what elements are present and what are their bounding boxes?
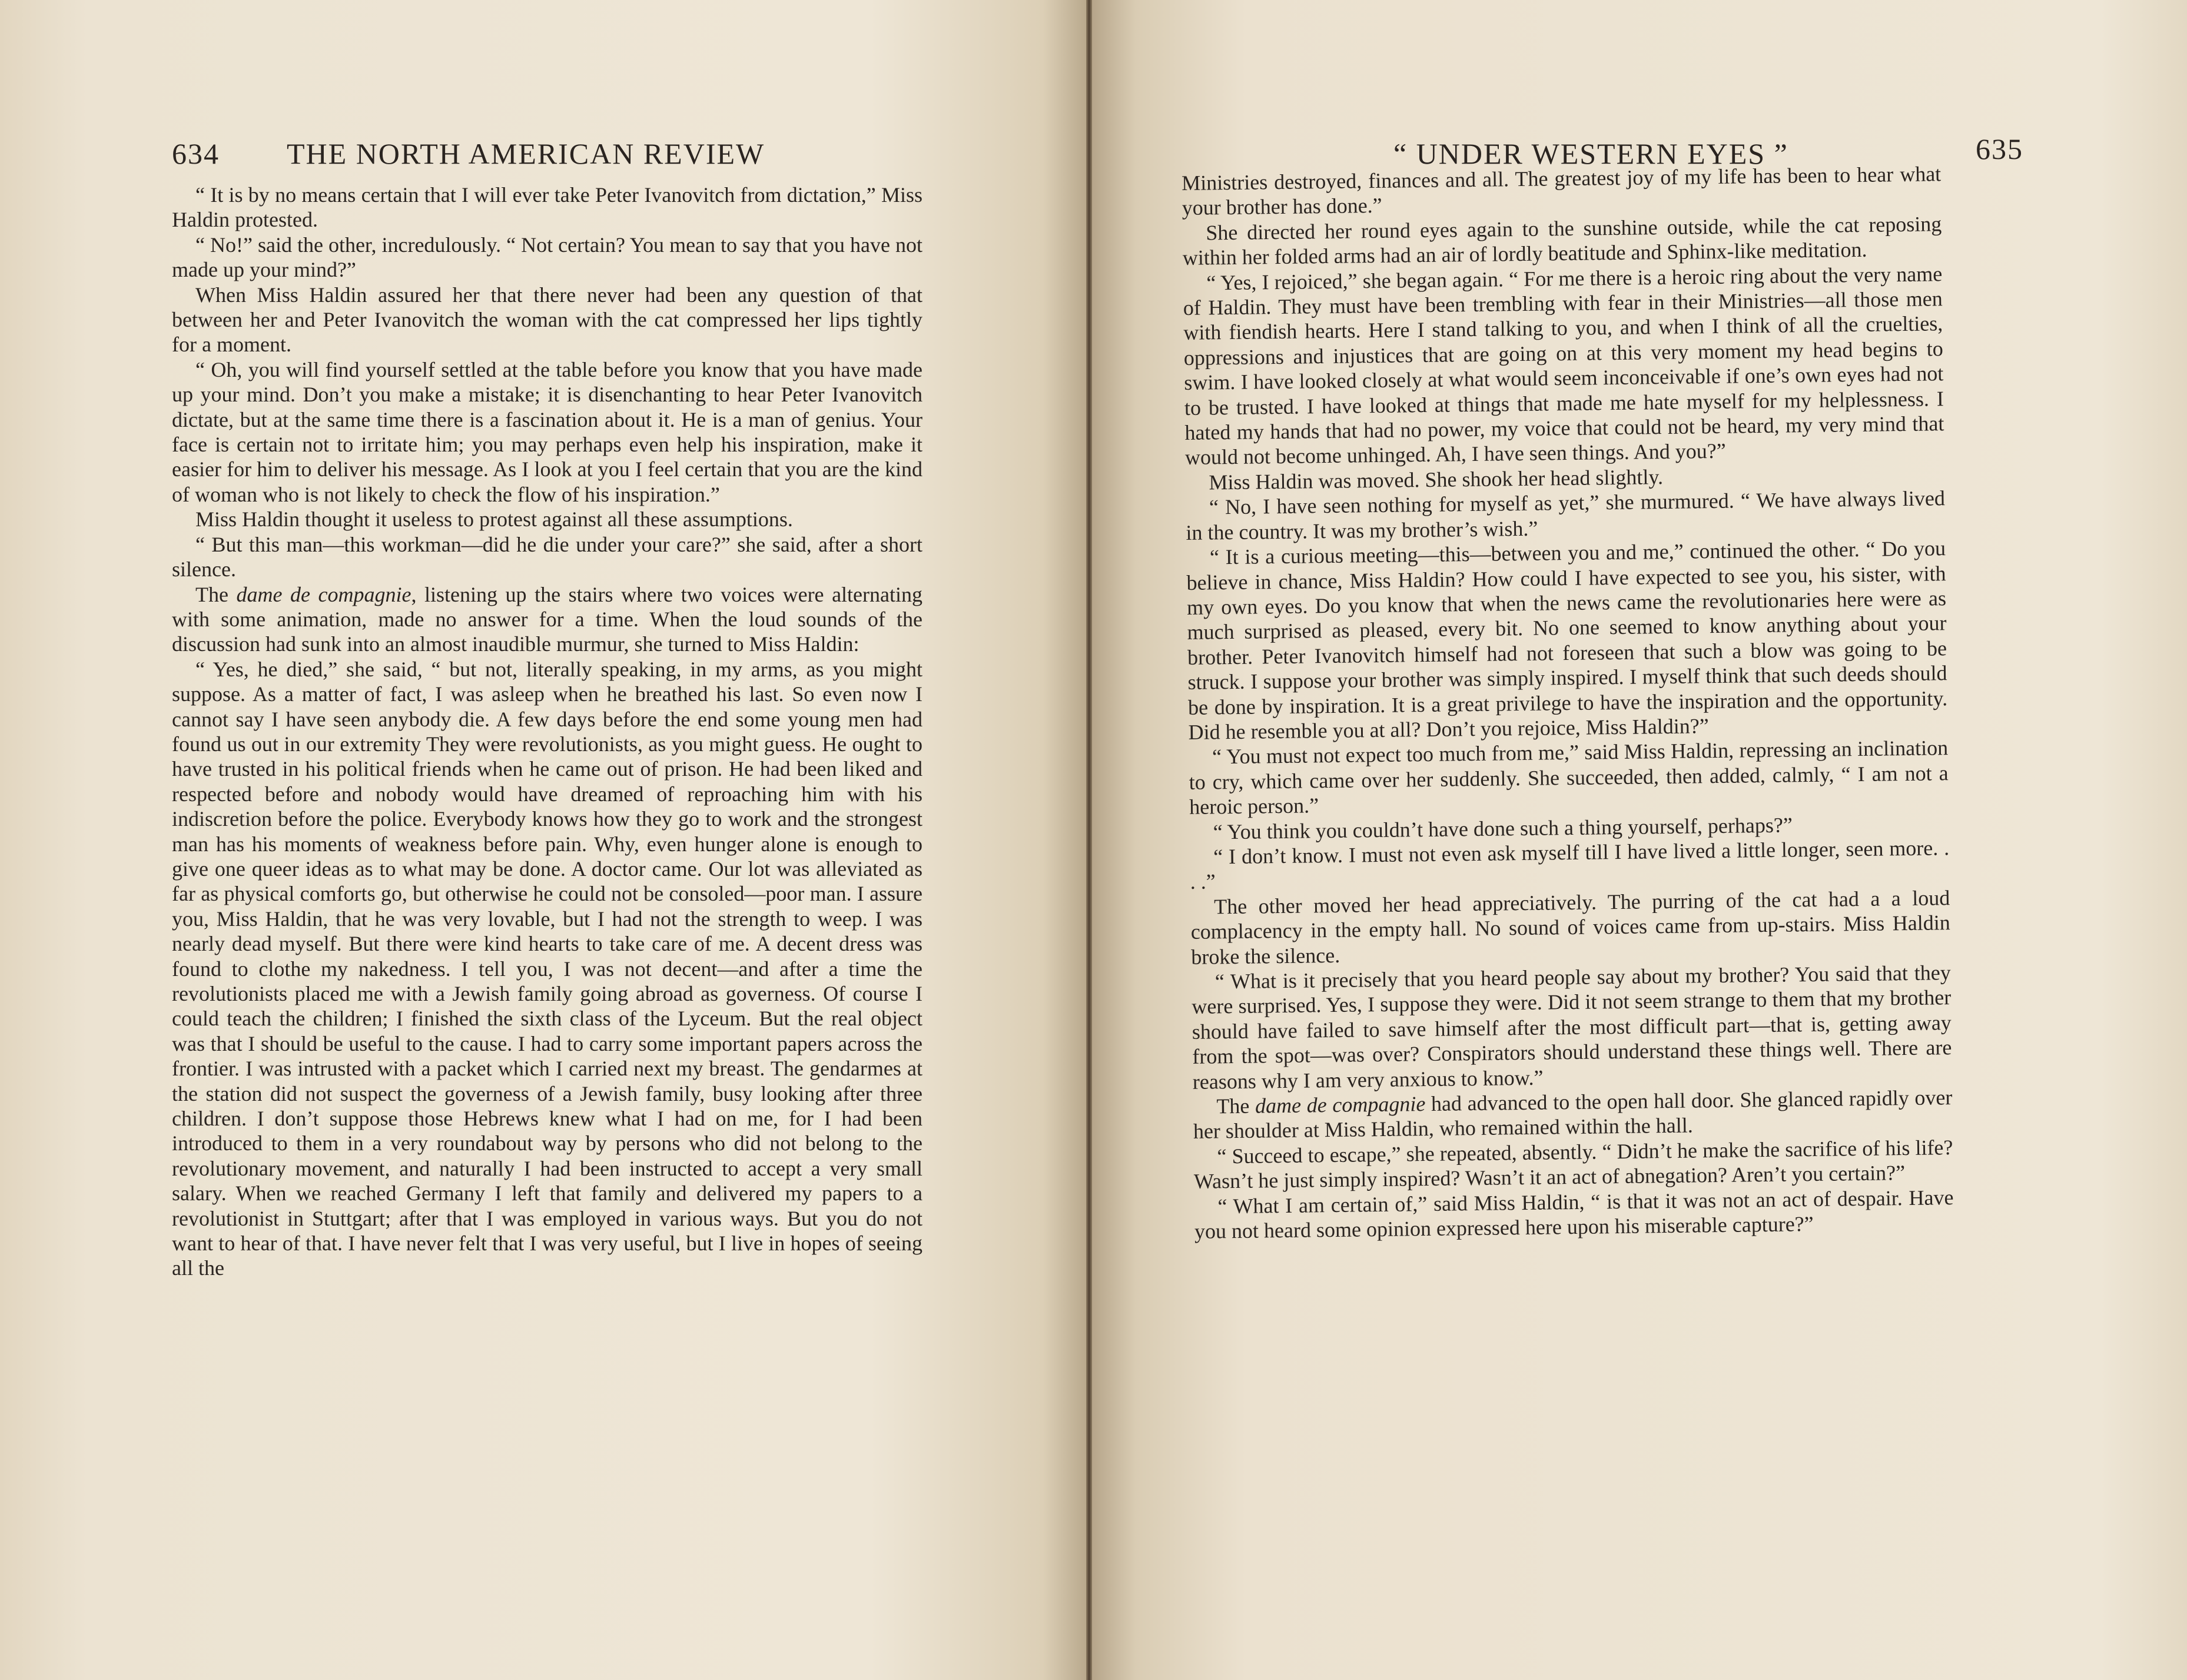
left-page-body bbox=[172, 182, 922, 1281]
right-page-body bbox=[1182, 161, 1954, 1244]
running-head: THE NORTH AMERICAN REVIEW bbox=[287, 137, 765, 170]
paragraph: “ Yes, I rejoiced,” she began again. “ For me there is a heroic ring about the very name of Haldin. They must have been trembling with fear in their Ministries—all those men with fiendish hearts. Here I stand talking to you, and when I think of all the cruelties, oppressions and injustices that are going on at this very moment my head begins to swim. I have looked closely at what would seem inconceivable if one’s own eyes had not to be trusted. I have looked at things that made me hate myself for my helplessness. I hated my hands that had no power, my voice that could not be heard, my very mind that would not become unhinged. Ah, I have seen things. And you?” bbox=[1183, 261, 1944, 470]
paragraph: When Miss Haldin assured her that there never had been any question of that between her and Peter Ivanovitch the woman with the cat compressed her lips tightly for a moment. bbox=[172, 283, 922, 357]
paragraph: “ It is a curious meeting—this—between you and me,” continued the other. “ Do you believe in chance, Miss Haldin? How could I have expected to see you, his sister, with my own eyes. Do you know that when the news came the revolutionaries here were as much surprised as pleased, every bit. No one seemed to know anything about your brother. Peter Ivanovitch himself had not foreseen that such a blow was going to be struck. I suppose your brother was simply inspired. I myself think that such deeds should be done by inspiration. It is a great privilege to have the inspiration and the opportunity. Did he resemble you at all? Don’t you rejoice, Miss Haldin?” bbox=[1186, 536, 1948, 744]
paragraph: “ But this man—this workman—did he die under your care?” she said, after a short silence. bbox=[172, 532, 922, 582]
page-number: 634 bbox=[172, 137, 220, 170]
paragraph: “ What is it precisely that you heard people say about my brother? You said that they were surprised. Yes, I suppose they were. Did it not seem strange to them that my brother should have failed to save himself after the most difficult part—that is, getting away from the spot—was over? Conspirators should understand these things well. There are reasons why I am very anxious to know.” bbox=[1192, 961, 1952, 1094]
paragraph: “ You think you couldn’t have done such a thing yourself, perhaps?” bbox=[1213, 812, 1793, 844]
paragraph: “ I don’t know. I must not even ask myself till I have lived a little longer, seen more. . . .” bbox=[1190, 836, 1950, 894]
page-number: 635 bbox=[1976, 132, 2023, 165]
paragraph: “ What I am certain of,” said Miss Haldin, “ is that it was not an act of despair. Have you not heard some opinion expressed here upon his miserable capture?” bbox=[1194, 1185, 1954, 1243]
left-page bbox=[0, 0, 1086, 1680]
right-page bbox=[1092, 0, 2187, 1680]
paragraph: “ Succeed to escape,” she repeated, absently. “ Didn’t he make the sacrifice of his life? Wasn’t he just simply inspired? Wasn’t it an act of abnegation? Aren’t you certain?” bbox=[1193, 1135, 1953, 1194]
paragraph: Ministries destroyed, finances and all. The greatest joy of my life has been to hear what your brother has done.” bbox=[1182, 162, 1942, 220]
paragraph: The dame de compagnie, listening up the stairs where two voices were alternating with some animation, made no answer for a time. When the loud sounds of the discussion had sunk into an almost inaudible murmur, she turned to Miss Haldin: bbox=[172, 582, 922, 656]
paragraph: “ No, I have seen nothing for myself as yet,” she murmured. “ We have always lived in the country. It was my brother’s wish.” bbox=[1186, 486, 1946, 544]
paragraph: She directed her round eyes again to the sunshine outside, while the cat reposing within her folded arms had an air of lordly beatitude and Sphinx-like meditation. bbox=[1182, 212, 1942, 270]
paragraph: “ Oh, you will find yourself settled at the table before you know that you have made up your mind. Don’t you make a mistake; it is disenchanting to hear Peter Ivanovitch dictate, but at the same time there is a fascination about it. He is a man of genius. Your face is certain not to irritate him; you may perhaps even help his inspiration, make it easier for him to deliver his message. As I look at you I feel certain that you are the kind of woman who is not likely to check the flow of his inspiration.” bbox=[172, 357, 922, 506]
running-head: “ UNDER WESTERN EYES ” bbox=[1393, 137, 1788, 170]
left-page-header bbox=[172, 137, 922, 172]
paragraph: “ You must not expect too much from me,” said Miss Haldin, repressing an inclination to cry, which came over her suddenly. She succeeded, then added, calmly, “ I am not a heroic person.” bbox=[1189, 736, 1949, 819]
paragraph: The other moved her head appreciatively. The purring of the cat had a a loud complacency in the empty hall. No sound of voices came from up-stairs. Miss Haldin broke the silence. bbox=[1190, 885, 1950, 969]
paragraph: The dame de compagnie had advanced to the open hall door. She glanced rapidly over her shoulder at Miss Haldin, who remained within the hall. bbox=[1193, 1085, 1953, 1144]
paragraph: “ Yes, he died,” she said, “ but not, literally speaking, in my arms, as you might suppose. As a matter of fact, I was asleep when he breathed his last. So even now I cannot say I have seen anybody die. A few days before the end some young men had found us out in our extremity They were revolutionists, as you might guess. He ought to have trusted in his political friends when he came out of prison. He had been liked and respected before and nobody would have dreamed of reproaching him with his indiscretion before the police. Everybody knows how they go to work and the strongest man has his moments of weakness before pain. Why, even hunger alone is enough to give one queer ideas as to what may be done. A doctor came. Our lot was alleviated as far as physical comforts go, but otherwise he could not be consoled—poor man. I assure you, Miss Haldin, that he was very lovable, but I had not the strength to weep. I was nearly dead myself. But there were kind hearts to take care of me. A decent dress was found to clothe my nakedness. I tell you, I was not decent—and after a time the revolutionists placed me with a Jewish family going abroad as governess. Of course I could teach the children; I finished the sixth class of the Lyceum. But the real object was that I should be useful to the cause. I had to carry some important papers across the frontier. I was intrusted with a packet which I carried next my breast. The gendarmes at the station did not suspect the governess of a Jewish family, busy looking after three children. I don’t suppose those Hebrews knew what I had on me, for I had been introduced to them in a very roundabout way by persons who did not belong to the revolutionary movement, and naturally I had been instructed to accept a very small salary. When we reached Germany I left that family and delivered my papers to a revolutionist in Stuttgart; after that I was employed in various ways. But you do not want to hear of that. I have never felt that I was very useful, but I live in hopes of seeing all the bbox=[172, 657, 922, 1280]
paragraph: Miss Haldin thought it useless to protest against all these assumptions. bbox=[195, 507, 793, 532]
book-gutter bbox=[1086, 0, 1092, 1680]
paragraph: Miss Haldin was moved. She shook her head slightly. bbox=[1209, 464, 1664, 494]
paragraph: “ It is by no means certain that I will ever take Peter Ivanovitch from dictation,” Miss Haldin protested. bbox=[172, 183, 922, 232]
paragraph: “ No!” said the other, incredulously. “ Not certain? You mean to say that you have not made up your mind?” bbox=[172, 233, 922, 282]
